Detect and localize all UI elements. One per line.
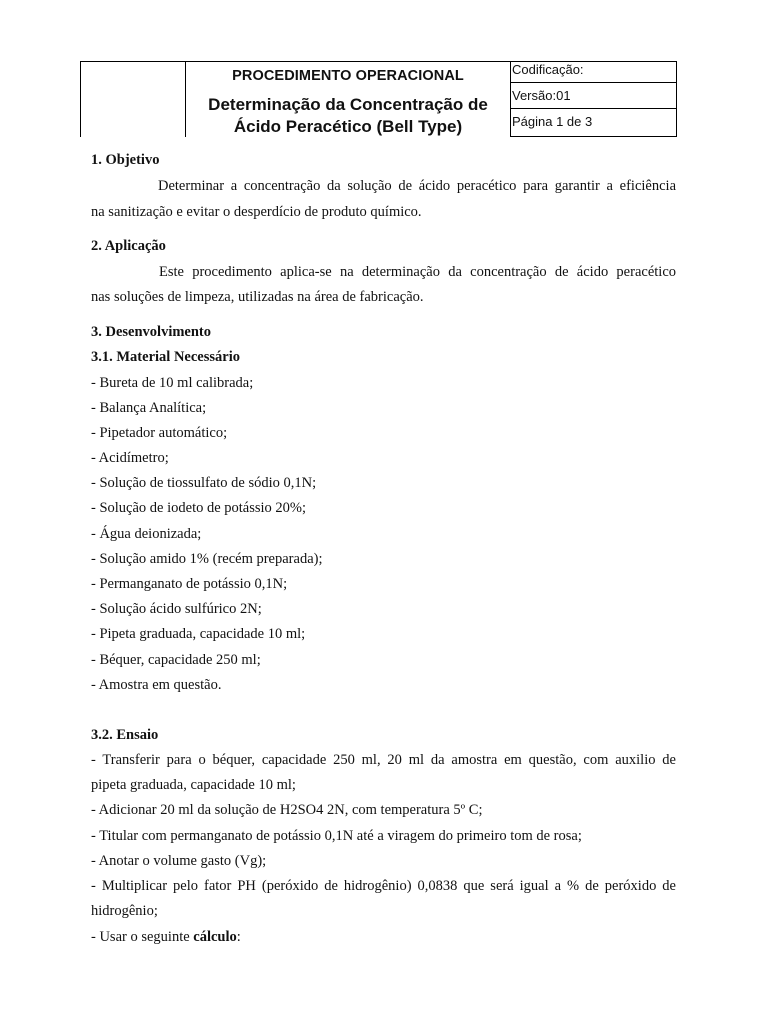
section-heading-desenvolvimento: 3. Desenvolvimento — [91, 324, 212, 340]
section-heading-objetivo: 1. Objetivo — [91, 152, 160, 168]
paragraph-line: - Anotar o volume gasto (Vg); — [91, 853, 267, 869]
subsection-heading-material: 3.1. Material Necessário — [91, 349, 240, 365]
list-item: - Pipeta graduada, capacidade 10 ml; — [91, 626, 306, 642]
document-title-line1: Determinação da Concentração de — [208, 95, 488, 114]
pagina-field: Página 1 de 3 — [511, 109, 677, 137]
calc-prefix: - Usar o seguinte — [91, 929, 194, 945]
paragraph-line: na sanitização e evitar o desperdício de produto químico. — [91, 204, 422, 220]
document-title — [186, 94, 510, 138]
list-item: - Solução amido 1% (recém preparada); — [91, 551, 323, 567]
list-item: - Amostra em questão. — [91, 677, 222, 693]
paragraph-line: - Titular com permanganato de potássio 0,1N até a viragem do primeiro tom de rosa; — [91, 828, 582, 844]
list-item: - Permanganato de potássio 0,1N; — [91, 576, 288, 592]
versao-field: Versão:01 — [511, 83, 677, 109]
list-item: - Béquer, capacidade 250 ml; — [91, 652, 261, 668]
codificacao-field: Codificação: — [511, 61, 677, 83]
logo-cell — [80, 61, 186, 137]
list-item: - Água deionizada; — [91, 526, 202, 542]
list-item: - Solução ácido sulfúrico 2N; — [91, 601, 262, 617]
list-item: - Solução de tiossulfato de sódio 0,1N; — [91, 475, 317, 491]
calc-suffix: : — [236, 929, 241, 945]
paragraph-line: - Adicionar 20 ml da solução de H2SO4 2N, com temperatura 5º C; — [91, 802, 483, 818]
paragraph-line: nas soluções de limpeza, utilizadas na área de fabricação. — [91, 289, 424, 305]
paragraph-line: Determinar a concentração da solução de ácido peracético para garantir a eficiência — [158, 178, 676, 194]
list-item: - Bureta de 10 ml calibrada; — [91, 375, 254, 391]
document-kind: PROCEDIMENTO OPERACIONAL — [232, 68, 464, 84]
header-title-cell — [186, 61, 510, 137]
list-item: - Solução de iodeto de potássio 20%; — [91, 500, 307, 516]
paragraph-line: Este procedimento aplica-se na determinação da concentração de ácido peracético — [159, 264, 676, 280]
header-meta-cell — [510, 61, 677, 137]
paragraph-line: - Transferir para o béquer, capacidade 250 ml, 20 ml da amostra em questão, com auxilio de — [91, 752, 676, 768]
list-item: - Acidímetro; — [91, 450, 169, 466]
paragraph-line: hidrogênio; — [91, 903, 158, 919]
list-item: - Pipetador automático; — [91, 425, 228, 441]
subsection-heading-ensaio: 3.2. Ensaio — [91, 727, 159, 743]
section-heading-aplicacao: 2. Aplicação — [91, 238, 166, 254]
paragraph-line: pipeta graduada, capacidade 10 ml; — [91, 777, 296, 793]
paragraph-line — [91, 929, 241, 946]
calc-keyword: cálculo — [193, 929, 237, 945]
paragraph-line: - Multiplicar pelo fator PH (peróxido de hidrogênio) 0,0838 que será igual a % de peróxido de — [91, 878, 676, 894]
document-title-line2: Ácido Peracético (Bell Type) — [233, 117, 463, 136]
list-item: - Balança Analítica; — [91, 400, 207, 416]
